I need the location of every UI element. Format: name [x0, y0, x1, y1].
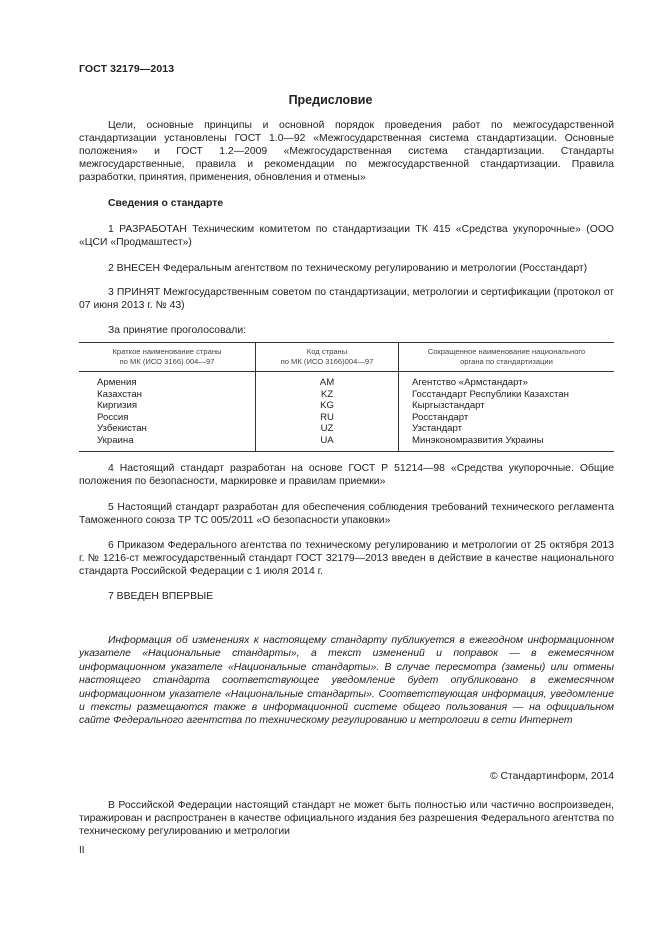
header-country-line2: по МК (ИСО 3166) 004—97	[119, 357, 215, 366]
body-cell: Росстандарт	[399, 412, 615, 424]
header-body-line2: органа по стандартизации	[460, 357, 553, 366]
standard-code-header: ГОСТ 32179—2013	[79, 63, 175, 75]
body-cell: Госстандарт Республики Казахстан	[399, 389, 615, 401]
copyright-line: © Стандартинформ, 2014	[489, 771, 614, 782]
header-country-code	[256, 343, 399, 372]
body-cell: Минэкономразвития Украины	[399, 435, 615, 452]
section-subheading: Сведения о стандарте	[108, 198, 224, 209]
table-row	[79, 423, 614, 435]
legal-notice-paragraph: В Российской Федерации настоящий стандарт не может быть полностью или частично воспроизведен, тиражирован и распространен в качестве официального издания без разрешения Федерального агентства по техническому регулированию и метрологии	[79, 800, 614, 837]
table-row	[79, 389, 614, 401]
item-5-paragraph: 5 Настоящий стандарт разработан для обеспечения соблюдения требований технического регламента Таможенного союза ТР ТС 005/2011 «О безопасности упаковки»	[79, 502, 614, 526]
page-title: Предисловие	[288, 93, 373, 107]
header-code-line1: Код страны	[306, 347, 348, 356]
header-country-line1: Краткое наименование страны	[112, 347, 222, 356]
item-1-paragraph: 1 РАЗРАБОТАН Техническим комитетом по стандартизации ТК 415 «Средства укупорочные» (ООО «ЦСИ «Продмаштест»)	[79, 224, 614, 248]
voted-label: За принятие проголосовали:	[108, 325, 247, 336]
country-cell: Украина	[79, 435, 256, 452]
table-row	[79, 435, 614, 452]
country-cell: Узбекистан	[97, 423, 147, 434]
code-cell: UA	[256, 435, 399, 452]
header-country-name	[79, 343, 256, 372]
header-standards-body	[399, 343, 615, 372]
item-6-paragraph: 6 Приказом Федерального агентства по техническому регулированию и метрологии от 25 октября 2013 г. № 1216-ст межгосударственный стандарт ГОСТ 32179—2013 введен в действие в качестве национального стандарта Российской Федерации с 1 июля 2014 г.	[79, 540, 614, 577]
country-cell: Киргизия	[97, 400, 138, 411]
info-notice-paragraph: Информация об изменениях к настоящему стандарту публикуется в ежегодном информационном указателе «Национальные стандарты», а текст изменений и поправок — в ежемесячном информационном указателе «Национальные стандарты». В случае пересмотра (замены) или отмены настоящего стандарта соответствующее уведомление будет опубликовано в ежемесячном информационном указателе «Национальные стандарты». Соответствующая информация, уведомление и тексты размещаются также в информационной системе общего пользования — на официальном сайте Федерального агентства по техническому регулированию и метрологии в сети Интернет	[79, 635, 614, 727]
code-cell: RU	[256, 412, 399, 424]
body-cell: Кыргызстандарт	[399, 400, 615, 412]
country-cell: Армения	[97, 377, 137, 388]
country-cell: Россия	[97, 411, 129, 423]
body-cell: Узстандарт	[399, 423, 615, 435]
table-row	[79, 372, 614, 389]
item-2-paragraph: 2 ВНЕСЕН Федеральным агентством по техническому регулированию и метрологии (Росстандарт)	[108, 263, 588, 274]
item-7-paragraph: 7 ВВЕДЕН ВПЕРВЫЕ	[108, 591, 214, 602]
table-header-row	[79, 343, 614, 372]
table-row	[79, 400, 614, 412]
code-cell: UZ	[256, 423, 399, 435]
item-3-paragraph: 3 ПРИНЯТ Межгосударственным советом по стандартизации, метрологии и сертификации (протокол от 07 июня 2013 г. № 43)	[79, 287, 614, 311]
code-cell: KZ	[256, 389, 399, 401]
body-cell: Агентство «Армстандарт»	[399, 372, 615, 389]
header-code-line2: по МК (ИСО 3166)004—97	[280, 357, 374, 366]
header-body-line1: Сокращенное наименование национального	[427, 347, 586, 356]
code-cell: KG	[256, 400, 399, 412]
table-row	[79, 412, 614, 424]
country-cell: Казахстан	[97, 388, 142, 400]
countries-table	[79, 342, 614, 452]
intro-paragraph: Цели, основные принципы и основной порядок проведения работ по межгосударственной стандартизации установлены ГОСТ 1.0—92 «Межгосударственная система стандартизации. Основные положения» и ГОСТ 1.2—2009 «Межгосударственная система стандартизации. Стандарты межгосударственные, правила и рекомендации по межгосударственной стандартизации. Правила разработки, принятия, применения, обновления и отмены»	[79, 120, 614, 183]
code-cell: AM	[256, 372, 399, 389]
item-4-paragraph: 4 Настоящий стандарт разработан на основе ГОСТ Р 51214—98 «Средства укупорочные. Общие положения по безопасности, маркировке и правилам приемки»	[79, 463, 614, 487]
page-number: II	[79, 845, 85, 856]
